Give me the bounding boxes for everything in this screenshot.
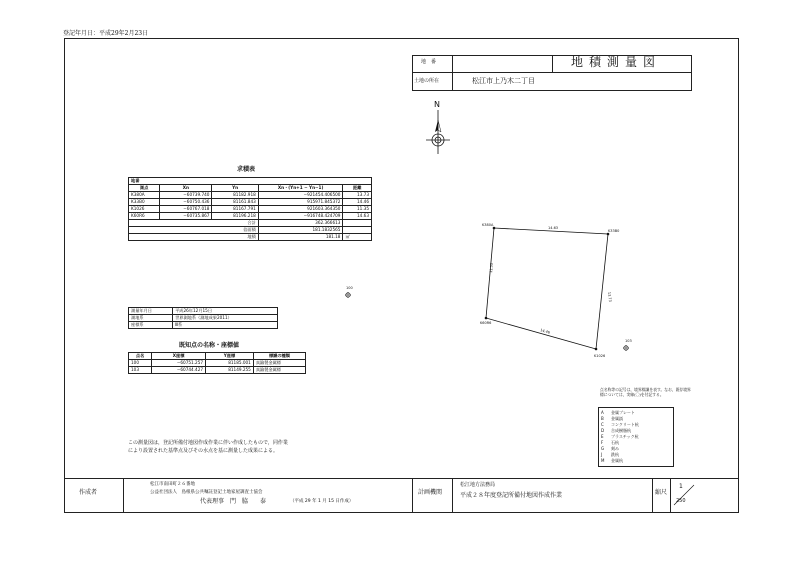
point-label: K380A bbox=[482, 223, 494, 227]
col-product: Xn・(Yn+1 − Yn−1) bbox=[258, 185, 343, 192]
side-length-label: 14.63 bbox=[548, 226, 559, 230]
table-row: 測地系 世界測地系（測地成果2011） bbox=[129, 315, 278, 322]
table-row: 100 −60751.257 81185.001 真鍮製金属標 bbox=[129, 360, 306, 367]
author-label: 作成者 bbox=[79, 489, 98, 496]
north-label: N bbox=[434, 100, 440, 109]
author-date: （平成 29 年 1 月 15 日作成） bbox=[290, 499, 354, 504]
plan-organization: 松江地方法務局 bbox=[460, 482, 496, 488]
table-row: 測量年月日 平成26年12月15日 bbox=[129, 308, 278, 315]
scale-label: 縮尺 bbox=[655, 489, 668, 496]
legend-item: B 金属鋲 bbox=[601, 416, 623, 421]
registration-date: 登記年月日：平成29年2月23日 bbox=[63, 30, 149, 37]
point-label: K1026 bbox=[594, 354, 606, 358]
chiban-label: 地 番 bbox=[421, 59, 437, 65]
known-points-table: 点名 X座標 Y座標 標識の種類 100 −60751.257 81185.001 真鍮製金属標 103 −60744.427 81149.255 真鍮製金属標 bbox=[128, 352, 306, 374]
scale-fraction-line bbox=[672, 481, 696, 511]
ref-point-marker-icon bbox=[623, 345, 629, 351]
side-length-label: 14.46 bbox=[539, 328, 551, 335]
table-row: K33B0 −60750.436 81161.843 915971.845372 14.46 bbox=[129, 199, 372, 206]
known-points-title: 既知点の名称・座標値 bbox=[179, 342, 240, 349]
area-table-head-top: 地番 bbox=[129, 178, 372, 185]
ref-point-label: 103 bbox=[625, 339, 632, 343]
author-organization: 公益社団法人 島根県公共嘱託登記土地家屋調査士協会 bbox=[150, 490, 263, 495]
total-row: 合計 362.366613 bbox=[129, 220, 372, 227]
col-xn: Xn bbox=[160, 185, 212, 192]
table-row: K380A −60739.740 81182.918 −921454.406500 13.73 bbox=[129, 192, 372, 199]
side-length-label: 11.35 bbox=[489, 262, 494, 274]
col-distance: 距離 bbox=[343, 185, 372, 192]
legend-item: F 石杭 bbox=[601, 440, 619, 445]
north-arrow-icon bbox=[424, 110, 452, 154]
area-table bbox=[128, 177, 372, 241]
parcel-plot bbox=[480, 218, 640, 363]
point-label: K60R6 bbox=[480, 321, 492, 325]
legend-list bbox=[601, 410, 639, 464]
footer-divider bbox=[64, 478, 739, 479]
legend-item: D 合成樹脂杭 bbox=[601, 428, 631, 433]
location-value: 松江市上乃木二丁目 bbox=[472, 77, 535, 85]
survey-info-table bbox=[128, 307, 278, 329]
legend-item: E プラスチック杭 bbox=[601, 434, 639, 439]
legend-item: J 鉄杭 bbox=[601, 452, 619, 457]
legend-item: G 刻み bbox=[601, 446, 619, 451]
page-title: 地積測量図 bbox=[571, 55, 662, 69]
legend-item: A 金属プレート bbox=[601, 410, 635, 415]
table-row: K60R6 −60735.867 81196.218 −916748.424709 14.63 bbox=[129, 213, 372, 220]
scale-denominator: 250 bbox=[676, 498, 686, 504]
scale-numerator: 1 bbox=[679, 483, 683, 490]
ref-point-label: 100 bbox=[346, 286, 353, 290]
ref-point-marker-icon bbox=[345, 292, 351, 298]
author-representative: 代表理事 門 脇 泰 bbox=[200, 498, 267, 505]
point-label: K33B0 bbox=[608, 229, 620, 233]
plan-work: 平成２８年度登記所備付地図作成作業 bbox=[460, 492, 563, 499]
table-row: 座標系 Ⅲ系 bbox=[129, 322, 278, 329]
plan-label: 計画機関 bbox=[418, 489, 443, 496]
location-label: 土地の所在 bbox=[414, 78, 440, 84]
table-row: 103 −60744.427 81149.255 真鍮製金属標 bbox=[129, 367, 306, 374]
double-area-row: 倍面積 181.1832565 bbox=[129, 227, 372, 234]
area-row: 地積 181.18 ㎡ bbox=[129, 234, 372, 241]
legend-item: C コンクリート杭 bbox=[601, 422, 639, 427]
note-line-2: により設置された基準点及びその水点を基に測量した成果による。 bbox=[128, 448, 279, 454]
note-line-1: この測量図は，登記所備付地図作成作業に伴い作成したもので，同作業 bbox=[128, 440, 288, 446]
col-point: 測点 bbox=[129, 185, 160, 192]
side-length-label: 13.73 bbox=[607, 291, 613, 303]
table-row: K1026 −60767.018 81167.791 921603.364350 11.35 bbox=[129, 206, 372, 213]
legend-intro: 点名称等の記号は，境界標識を表す。なお，既存境界標については，実線(〇)を付記する。 bbox=[600, 387, 691, 397]
area-table-title: 求積表 bbox=[237, 166, 256, 173]
legend-item: M 金属杭 bbox=[601, 458, 623, 463]
author-address: 松江市南田町２６番地 bbox=[150, 482, 195, 487]
col-yn: Yn bbox=[212, 185, 258, 192]
